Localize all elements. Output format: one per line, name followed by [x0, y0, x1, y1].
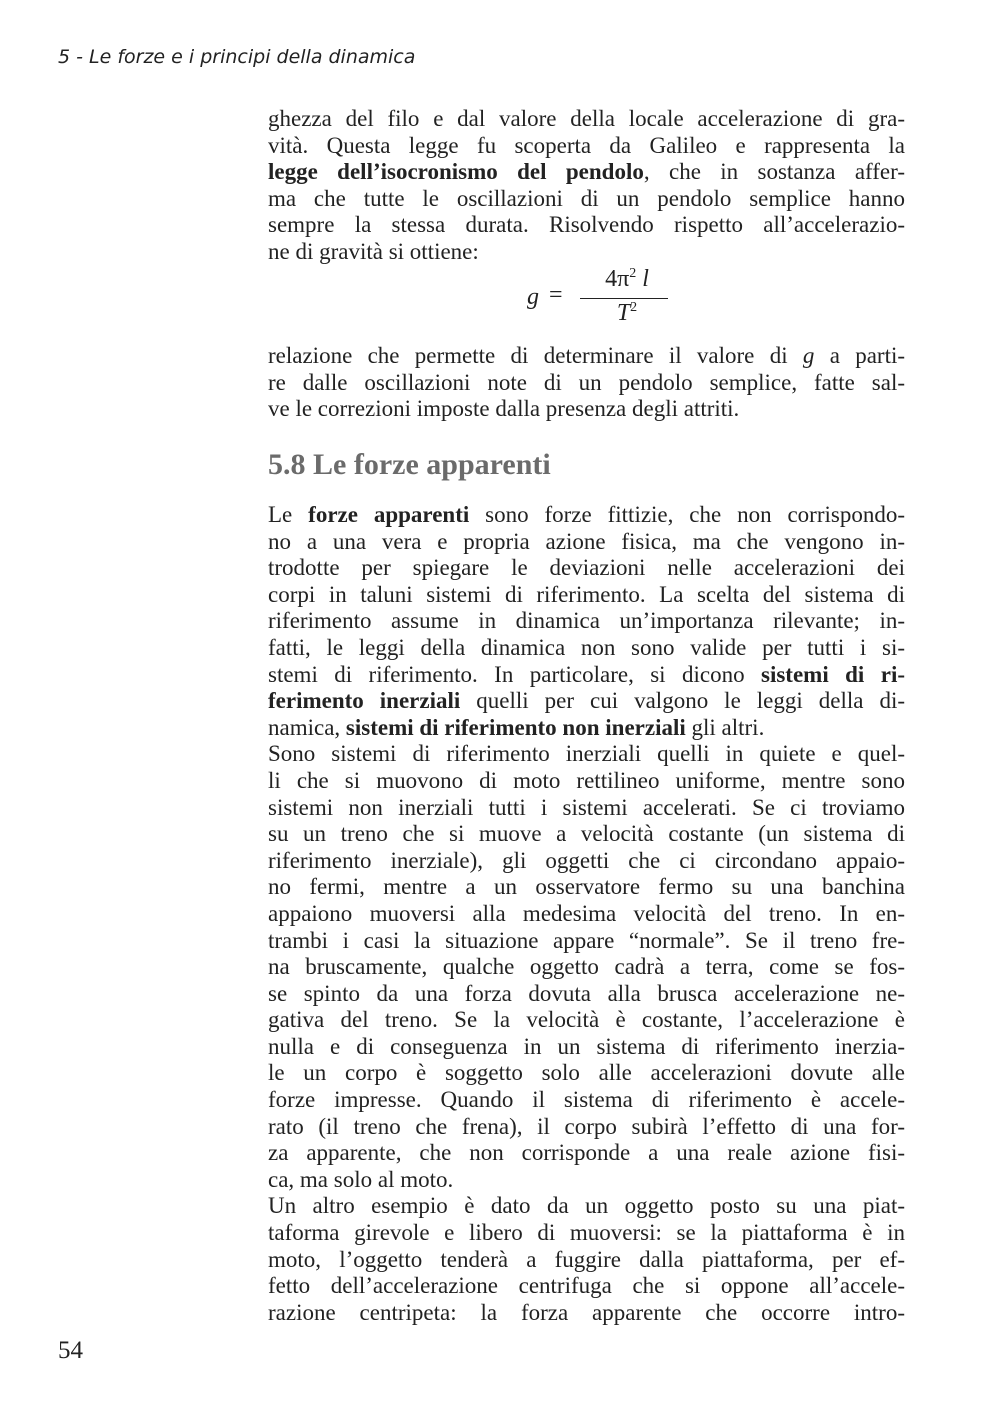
bold-term: legge dell’isocronismo del pendolo	[268, 159, 644, 185]
text-line: sistemi non inerziali tutti i sistemi accelerati. Se ci troviamo	[268, 794, 905, 820]
text-line: Un altro esempio è dato da un oggetto posto su una piat-	[268, 1193, 905, 1219]
text-segment: a parti-	[814, 343, 906, 368]
text-line: ve le correzioni imposte dalla presenza degli attriti.	[268, 396, 740, 422]
inline-variable: g	[802, 343, 815, 368]
formula-denominator	[587, 300, 667, 327]
paragraph-apparent-forces	[268, 502, 905, 1326]
text-line: za apparente, che non corrisponde a una reale azione fisi-	[268, 1140, 905, 1166]
paragraph-isochronism	[268, 106, 905, 266]
text-line: rato (il treno che frena), il corpo subirà l’effetto di una for-	[268, 1113, 905, 1139]
text-line: moto, l’oggetto tenderà a fuggire dalla piattaforma, per ef-	[268, 1246, 905, 1272]
fraction-bar	[580, 298, 668, 299]
text-segment: namica,	[268, 714, 346, 740]
bold-term: ferimento inerziali	[268, 688, 461, 714]
text-line: Sono sistemi di riferimento inerziali quelli in quiete e quel-	[268, 741, 905, 767]
paragraph-relation	[268, 343, 905, 423]
text-line: ne di gravità si ottiene:	[268, 238, 479, 264]
text-line: corpi in taluni sistemi di riferimento. La scelta del sistema di	[268, 581, 905, 607]
text-segment: Le	[268, 502, 309, 527]
bold-term: sistemi di riferimento non inerziali	[345, 714, 686, 740]
text-line: taforma girevole e libero di muoversi: se la piattaforma è in	[268, 1220, 905, 1246]
text-line	[268, 715, 905, 742]
text-line: li che si muovono di moto rettilineo uniforme, mentre sono	[268, 767, 905, 793]
text-line: fatti, le leggi della dinamica non sono valide per tutti i si-	[268, 634, 905, 660]
num-exp: 2	[629, 266, 637, 281]
text-line: vità. Questa legge fu scoperta da Galileo e rappresenta la	[268, 132, 905, 158]
formula-lhs: g	[527, 284, 539, 310]
text-segment: relazione che permette di determinare il valore di	[268, 343, 803, 368]
text-segment: , che in sostanza affer-	[643, 159, 905, 185]
text-line: no fermi, mentre a un osservatore fermo su una banchina	[268, 874, 905, 900]
text-segment: gli altri.	[685, 714, 765, 740]
text-line: trambi i casi la situazione appare “normale”. Se il treno fre-	[268, 927, 905, 953]
text-line: su un treno che si muove a velocità costante (un sistema di	[268, 821, 905, 847]
text-line: razione centripeta: la forza apparente che occorre intro-	[268, 1299, 905, 1325]
text-line: ghezza del filo e dal valore della locale accelerazione di gra-	[268, 106, 905, 131]
text-line	[268, 688, 905, 715]
text-segment: sono forze fittizie, che non corrispondo-	[469, 502, 905, 527]
text-line: trodotte per spiegare le deviazioni nelle accelerazioni dei	[268, 555, 905, 581]
text-line: sempre la stessa durata. Risolvendo rispetto all’accelerazio-	[268, 212, 905, 238]
formula-equals: =	[549, 282, 563, 308]
formula-numerator	[587, 266, 667, 293]
text-line: forze impresse. Quando il sistema di riferimento è accele-	[268, 1087, 905, 1113]
den-exp: 2	[630, 300, 638, 315]
text-line: le un corpo è soggetto solo alle accelerazioni dovute alle	[268, 1060, 905, 1086]
num-var: l	[642, 266, 649, 292]
text-line	[268, 662, 905, 689]
num-coef: 4π	[605, 266, 630, 292]
text-line: nulla e di conseguenza in un sistema di riferimento inerzia-	[268, 1033, 905, 1059]
text-line: no a una vera e propria azione fisica, ma che vengono in-	[268, 528, 905, 554]
formula-gravity	[527, 266, 657, 332]
text-line: ma che tutte le oscillazioni di un pendolo semplice hanno	[268, 185, 905, 211]
text-segment: stemi di riferimento. In particolare, si dicono	[268, 661, 762, 687]
text-line	[268, 343, 905, 370]
text-line: ca, ma solo al moto.	[268, 1166, 454, 1192]
text-line: fetto dell’accelerazione centrifuga che si oppone all’accele-	[268, 1273, 905, 1299]
text-line: se spinto da una forza dovuta alla brusca accelerazione ne-	[268, 980, 905, 1006]
text-line: riferimento inerziale), gli oggetti che ci circondano appaio-	[268, 847, 905, 873]
page-number: 54	[58, 1337, 83, 1364]
bold-term: forze apparenti	[308, 502, 470, 527]
running-head: 5 - Le forze e i principi della dinamica	[58, 46, 416, 68]
text-line: gativa del treno. Se la velocità è costante, l’accelerazione è	[268, 1007, 905, 1033]
text-segment: quelli per cui valgono le leggi della di-	[460, 688, 906, 714]
text-line: na bruscamente, qualche oggetto cadrà a terra, come se fos-	[268, 954, 905, 980]
bold-term: sistemi di ri-	[761, 661, 905, 687]
den-var: T	[616, 300, 631, 326]
text-line	[268, 502, 905, 529]
text-line: appaiono muoversi alla medesima velocità del treno. In en-	[268, 900, 905, 926]
text-line: riferimento assume in dinamica un’importanza rilevante; in-	[268, 608, 905, 634]
text-line	[268, 159, 905, 186]
text-line: re dalle oscillazioni note di un pendolo semplice, fatte sal-	[268, 369, 905, 395]
section-heading: 5.8 Le forze apparenti	[268, 448, 551, 481]
